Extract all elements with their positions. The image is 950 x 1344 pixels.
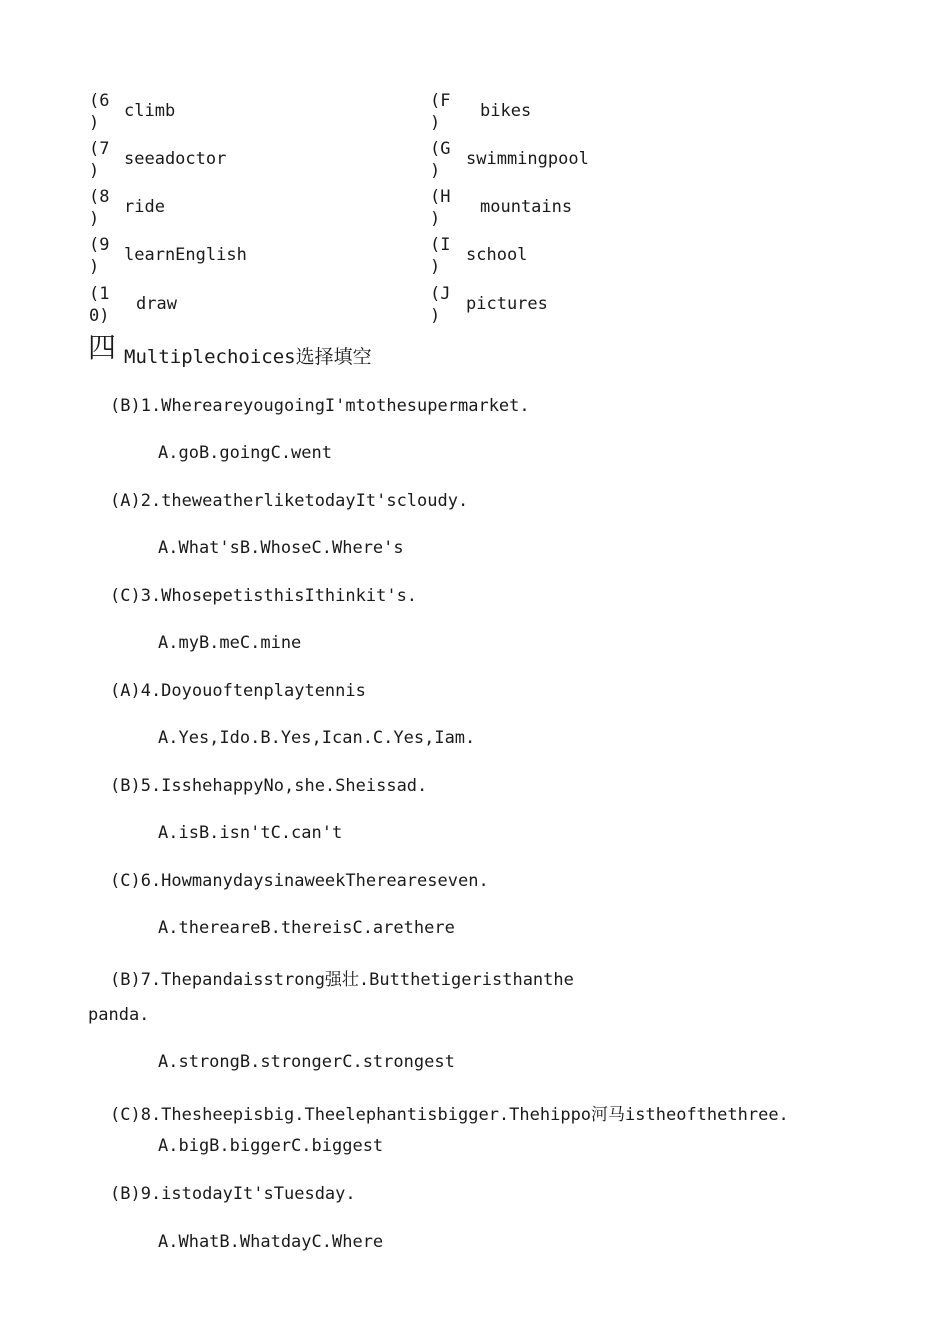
match-right-letter-g: (G )	[430, 139, 451, 181]
question-2-options: A.What'sB.WhoseC.Where's	[158, 538, 404, 558]
match-right-word-h: mountains	[480, 197, 573, 217]
section-number: 四	[88, 331, 117, 364]
match-left-word-10: draw	[136, 294, 177, 314]
question-1: (B)1.WhereareyougoingI'mtothesupermarket.	[110, 396, 530, 416]
question-9: (B)9.istodayIt'sTuesday.	[110, 1184, 356, 1204]
question-6-options: A.thereareB.thereisC.arethere	[158, 918, 455, 938]
question-1-options: A.goB.goingC.went	[158, 443, 332, 463]
match-left-number-7: (7 )	[89, 139, 110, 181]
question-4-options: A.Yes,Ido.B.Yes,Ican.C.Yes,Iam.	[158, 728, 476, 748]
question-4: (A)4.Doyouoftenplaytennis	[110, 681, 366, 701]
match-right-letter-j: (J )	[430, 284, 451, 326]
match-left-number-8: (8 )	[89, 187, 110, 229]
match-left-number-6: (6 )	[89, 91, 110, 133]
match-right-letter-h: (H )	[430, 187, 451, 229]
question-5-options: A.isB.isn'tC.can't	[158, 823, 343, 843]
section-title: Multiplechoices选择填空	[124, 346, 372, 368]
match-right-letter-i: (I )	[430, 235, 451, 277]
match-right-letter-f: (F )	[430, 91, 451, 133]
question-6: (C)6.HowmanydaysinaweekThereareseven.	[110, 871, 489, 891]
match-left-word-7: seeadoctor	[124, 149, 227, 169]
match-right-word-g: swimmingpool	[466, 149, 589, 169]
question-2: (A)2.theweatherliketodayIt'scloudy.	[110, 491, 469, 511]
question-8: (C)8.Thesheepisbig.Theelephantisbigger.Thehippo河马istheofthethree.	[110, 1105, 789, 1125]
match-left-number-9: (9 )	[89, 235, 110, 277]
match-left-number-10: (1 0)	[89, 284, 110, 326]
question-9-options: A.WhatB.WhatdayC.Where	[158, 1232, 384, 1252]
question-7-continuation: panda.	[88, 1005, 150, 1025]
match-right-word-j: pictures	[466, 294, 548, 314]
match-left-word-8: ride	[124, 197, 165, 217]
match-right-word-i: school	[466, 245, 528, 265]
match-right-word-f: bikes	[480, 101, 532, 121]
question-8-options: A.bigB.biggerC.biggest	[158, 1136, 384, 1156]
question-3-options: A.myB.meC.mine	[158, 633, 302, 653]
question-5: (B)5.IsshehappyNo,she.Sheissad.	[110, 776, 428, 796]
question-7-options: A.strongB.strongerC.strongest	[158, 1052, 455, 1072]
question-7: (B)7.Thepandaisstrong强壮.Butthetigeristhanthe	[110, 970, 574, 990]
match-left-word-9: learnEnglish	[124, 245, 247, 265]
match-left-word-6: climb	[124, 101, 176, 121]
question-3: (C)3.WhosepetisthisIthinkit's.	[110, 586, 418, 606]
